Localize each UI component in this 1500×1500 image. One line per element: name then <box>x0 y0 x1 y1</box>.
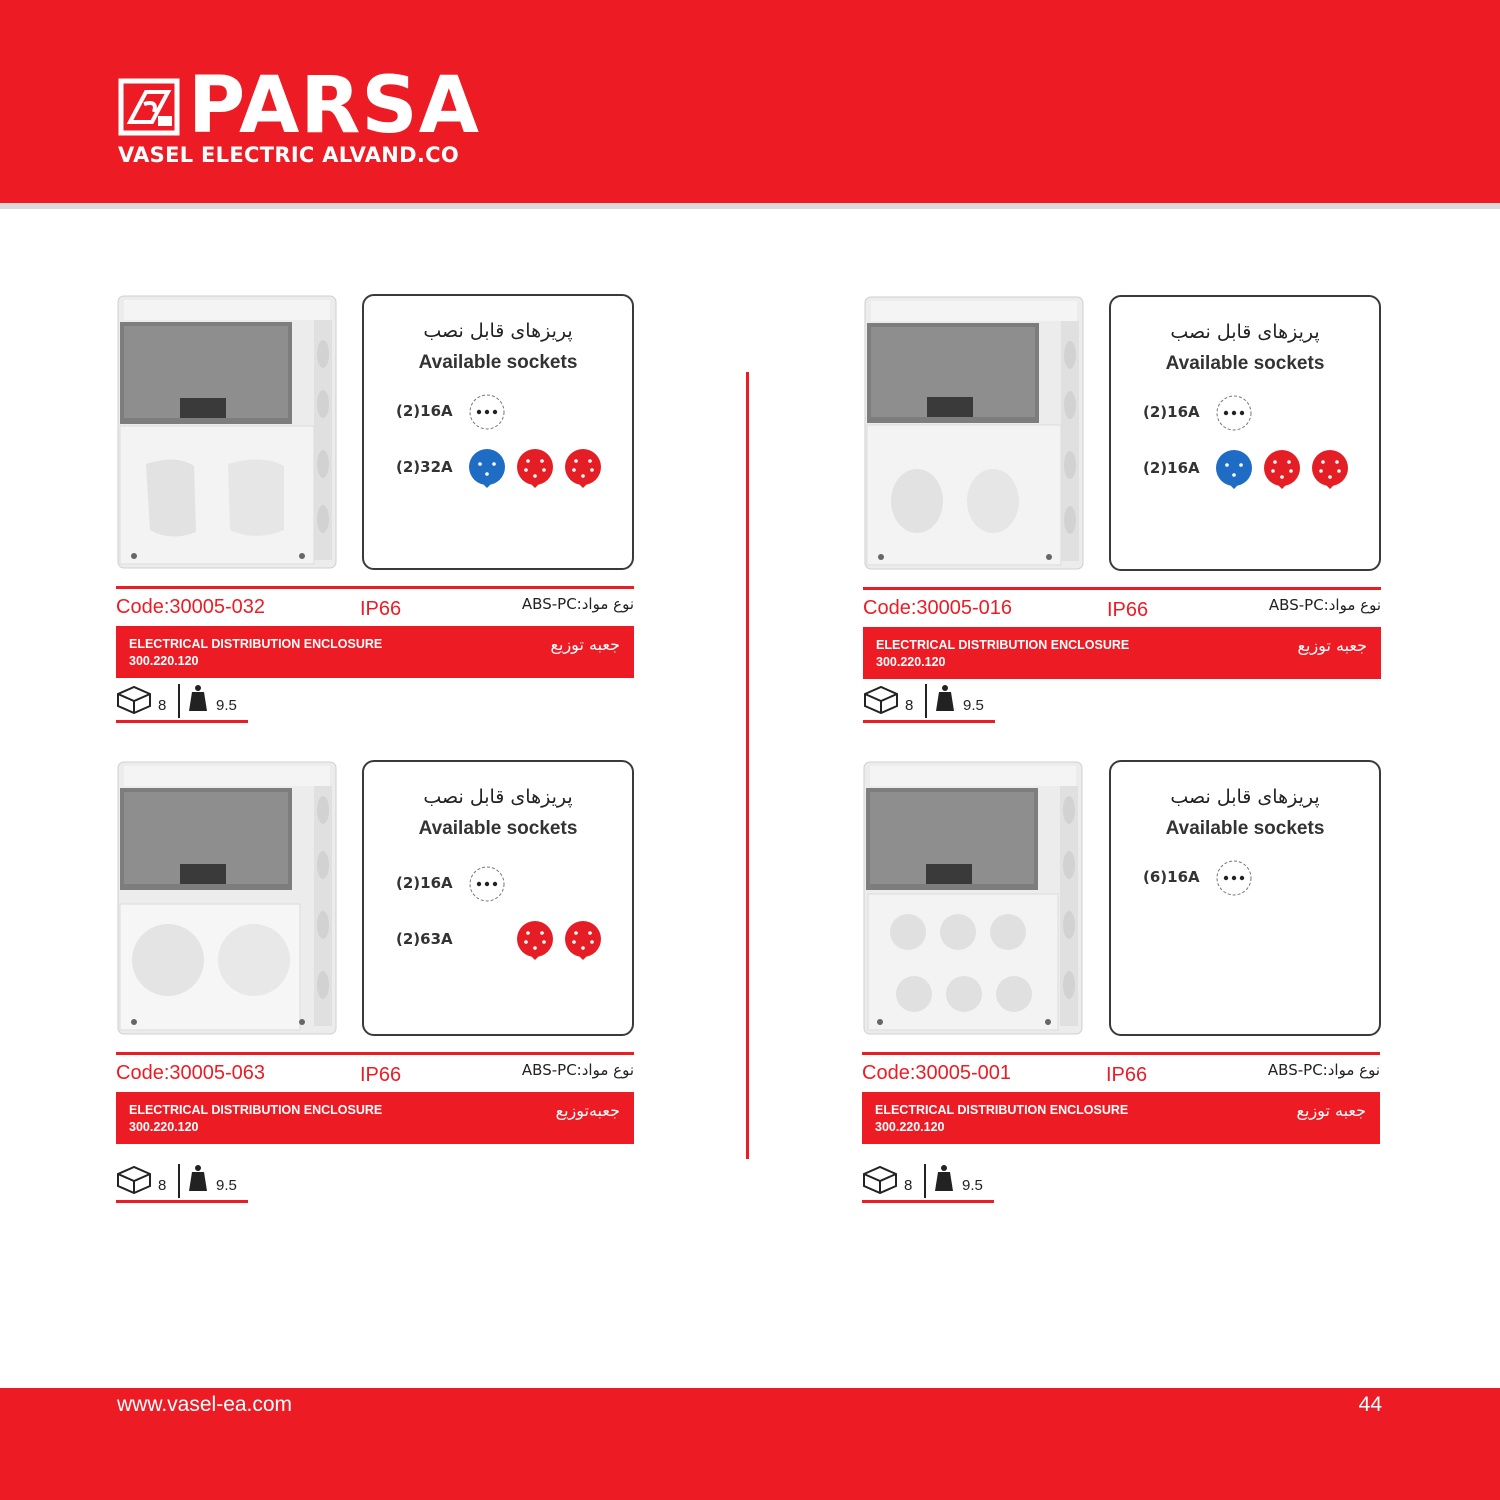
schuko-socket-icon <box>1215 858 1253 898</box>
product-dimensions: 300.220.120 <box>129 1120 199 1134</box>
header-bar <box>0 0 1500 203</box>
product-title: ELECTRICAL DISTRIBUTION ENCLOSURE <box>129 637 383 651</box>
socket-rating: (2)16A <box>396 402 453 420</box>
code-divider <box>862 1052 1380 1055</box>
product-card <box>862 760 1382 1210</box>
pack-quantity: 8 <box>158 697 167 714</box>
weight-icon <box>188 1164 208 1192</box>
product-dimensions: 300.220.120 <box>876 655 946 669</box>
product-name-fa: جعبه توزیع <box>550 635 620 654</box>
product-code: Code:30005-001 <box>862 1062 1012 1084</box>
material-label: نوع مواد: <box>576 595 634 613</box>
sockets-title-fa: پریزهای قابل نصب <box>423 320 573 342</box>
ip-rating: IP66 <box>360 1064 402 1086</box>
weight-icon <box>935 684 955 712</box>
product-name-en <box>129 1102 382 1136</box>
socket-rating: (2)63A <box>396 930 453 948</box>
packaging-info <box>862 1164 994 1208</box>
socket-rating: (2)32A <box>396 458 453 476</box>
socket-rating: (2)16A <box>1143 403 1200 421</box>
material-label: نوع مواد: <box>1323 596 1381 614</box>
website-link[interactable]: www.vasel-ea.com <box>117 1393 293 1416</box>
pack-underline <box>862 1200 994 1203</box>
product-dimensions: 300.220.120 <box>129 654 199 668</box>
ip-rating: IP66 <box>1107 599 1149 621</box>
brand-name: PARSA <box>188 61 480 151</box>
socket-rating: (2)16A <box>396 874 453 892</box>
socket-row <box>1143 393 1363 433</box>
product-name-band <box>116 1092 634 1144</box>
pack-underline <box>116 720 248 723</box>
product-name-fa: جعبه توزیع <box>1297 636 1367 655</box>
socket-row <box>396 392 616 432</box>
ip-rating: IP66 <box>360 598 402 620</box>
material-value: ABS-PC <box>521 1061 577 1079</box>
socket-row <box>1143 449 1363 489</box>
pack-separator <box>178 684 180 718</box>
enclosure-photo-2-sockets <box>863 295 1085 571</box>
packaging-info <box>116 684 248 728</box>
schuko-socket-icon <box>1215 393 1253 433</box>
sockets-title-en: Available sockets <box>1165 353 1325 374</box>
code-divider <box>116 1052 634 1055</box>
product-title: ELECTRICAL DISTRIBUTION ENCLOSURE <box>876 638 1130 652</box>
pack-weight: 9.5 <box>963 697 984 714</box>
pack-weight: 9.5 <box>216 1177 237 1194</box>
material-label: نوع مواد: <box>576 1061 634 1079</box>
red-industrial-socket-icon <box>1263 449 1301 489</box>
schuko-socket-icon <box>468 392 506 432</box>
product-name-en <box>875 1102 1128 1136</box>
available-sockets-panel <box>1109 760 1381 1036</box>
sockets-title-en: Available sockets <box>418 818 578 839</box>
footer-bar <box>0 1388 1500 1500</box>
pack-separator <box>178 1164 180 1198</box>
available-sockets-panel <box>1109 295 1381 571</box>
socket-row <box>396 448 616 488</box>
sockets-title-fa: پریزهای قابل نصب <box>1170 321 1320 343</box>
material-label: نوع مواد: <box>1322 1061 1380 1079</box>
socket-row <box>396 864 616 904</box>
product-name-fa: جعبه توزیع <box>1296 1101 1366 1120</box>
material-info <box>1269 596 1381 614</box>
pack-underline <box>863 720 995 723</box>
red-industrial-socket-icon <box>516 920 554 960</box>
product-name-fa: جعبه‌توزیع <box>555 1101 620 1120</box>
sockets-title-en: Available sockets <box>1165 818 1325 839</box>
carton-box-icon <box>116 1164 152 1194</box>
material-value: ABS-PC <box>1267 1061 1323 1079</box>
red-industrial-socket-icon <box>516 448 554 488</box>
weight-icon <box>934 1164 954 1192</box>
header-divider <box>0 203 1500 209</box>
product-card <box>116 760 636 1210</box>
company-name: VASEL ELECTRIC ALVAND.CO <box>118 143 460 167</box>
available-sockets-panel <box>362 294 634 570</box>
enclosure-photo-2-large-sockets <box>116 760 338 1036</box>
product-name-band <box>863 627 1381 679</box>
material-info <box>1268 1061 1380 1079</box>
pack-separator <box>924 1164 926 1198</box>
red-industrial-socket-icon <box>564 920 602 960</box>
product-name-band <box>862 1092 1380 1144</box>
blue-industrial-socket-icon <box>468 448 506 488</box>
center-divider <box>746 372 749 1159</box>
packaging-info <box>116 1164 248 1208</box>
socket-row <box>396 920 616 960</box>
pack-quantity: 8 <box>904 1177 913 1194</box>
product-card <box>116 294 636 744</box>
enclosure-photo-2-sockets <box>116 294 338 570</box>
socket-rating: (6)16A <box>1143 868 1200 886</box>
product-card <box>863 295 1383 745</box>
page-number: 44 <box>1358 1393 1382 1416</box>
parsa-logo-icon <box>118 78 180 136</box>
material-info <box>522 595 634 613</box>
packaging-info <box>863 684 995 728</box>
material-value: ABS-PC <box>521 595 577 613</box>
sockets-title-fa: پریزهای قابل نصب <box>423 786 573 808</box>
product-dimensions: 300.220.120 <box>875 1120 945 1134</box>
product-code: Code:30005-063 <box>116 1062 266 1084</box>
pack-quantity: 8 <box>158 1177 167 1194</box>
product-name-en <box>129 636 382 670</box>
red-industrial-socket-icon <box>1311 449 1349 489</box>
pack-separator <box>925 684 927 718</box>
code-divider <box>863 587 1381 590</box>
product-name-band <box>116 626 634 678</box>
blue-industrial-socket-icon <box>1215 449 1253 489</box>
product-title: ELECTRICAL DISTRIBUTION ENCLOSURE <box>129 1103 383 1117</box>
sockets-title-fa: پریزهای قابل نصب <box>1170 786 1320 808</box>
available-sockets-panel <box>362 760 634 1036</box>
pack-quantity: 8 <box>905 697 914 714</box>
product-code: Code:30005-032 <box>116 596 266 618</box>
sockets-title-en: Available sockets <box>418 352 578 373</box>
carton-box-icon <box>116 684 152 714</box>
pack-weight: 9.5 <box>962 1177 983 1194</box>
product-code: Code:30005-016 <box>863 597 1013 619</box>
pack-underline <box>116 1200 248 1203</box>
schuko-socket-icon <box>468 864 506 904</box>
socket-row <box>1143 858 1363 898</box>
product-title: ELECTRICAL DISTRIBUTION ENCLOSURE <box>875 1103 1129 1117</box>
material-value: ABS-PC <box>1268 596 1324 614</box>
product-name-en <box>876 637 1129 671</box>
carton-box-icon <box>863 684 899 714</box>
weight-icon <box>188 684 208 712</box>
carton-box-icon <box>862 1164 898 1194</box>
enclosure-photo-6-sockets <box>862 760 1084 1036</box>
material-info <box>522 1061 634 1079</box>
socket-rating: (2)16A <box>1143 459 1200 477</box>
pack-weight: 9.5 <box>216 697 237 714</box>
ip-rating: IP66 <box>1106 1064 1148 1086</box>
red-industrial-socket-icon <box>564 448 602 488</box>
code-divider <box>116 586 634 589</box>
